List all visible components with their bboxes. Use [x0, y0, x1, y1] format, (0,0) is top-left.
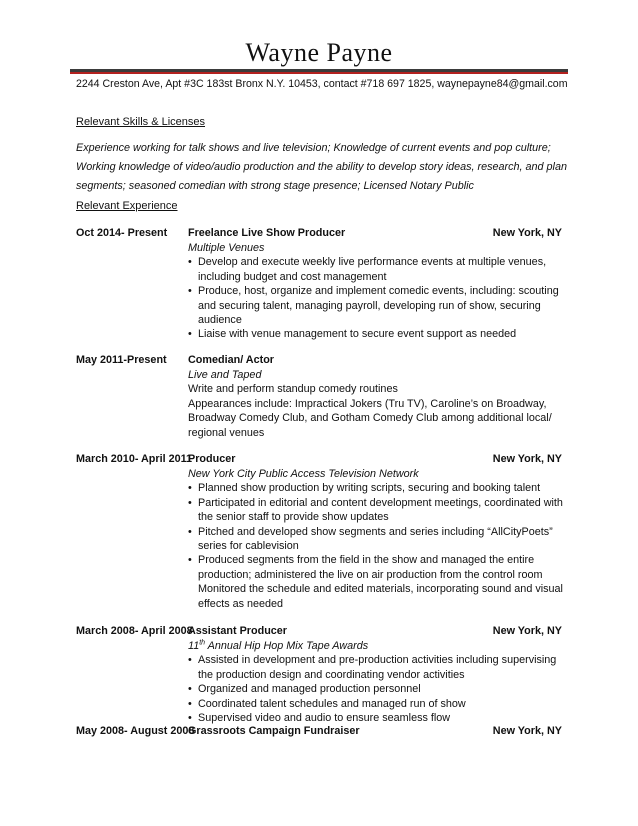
job-bullet: • Assisted in development and pre-production activities including supervising the production design and coordinating vendor activities: [188, 653, 566, 682]
skills-line: Experience working for talk shows and live television; Knowledge of current events and pop culture;: [76, 142, 551, 154]
job-location: New York, NY: [492, 725, 562, 737]
skills-line: Working knowledge of video/audio production and the ability to develop story ideas, research, and plan: [76, 161, 567, 173]
job-title: Comedian/ Actor: [188, 354, 274, 366]
job-body: [188, 368, 566, 440]
job-subtitle: [188, 639, 566, 653]
job-body: [188, 241, 566, 342]
job-bullet: • Produce, host, organize and implement comedic events, including: scouting and securing talent, managing payroll, developing run of show, securing audience: [188, 284, 566, 327]
job-bullets: [188, 653, 566, 725]
job-location: New York, NY: [492, 625, 562, 637]
job-subtitle: New York City Public Access Television Network: [188, 468, 419, 480]
contact-line: 2244 Creston Ave, Apt #3C 183st Bronx N.Y. 10453, contact #718 697 1825, waynepayne84@gmail.com: [76, 78, 568, 90]
job-bullet: • Organized and managed production personnel: [188, 682, 566, 696]
experience-heading: Relevant Experience: [76, 200, 178, 212]
job-location: New York, NY: [492, 453, 562, 465]
job-bullet: • Pitched and developed show segments and series including “AllCityPoets” series for cablevision: [188, 525, 566, 554]
subtitle-ordinal: th: [199, 639, 206, 647]
job-title: Assistant Producer: [188, 625, 288, 637]
job-date: March 2008- April 2008: [76, 625, 193, 637]
job-subtitle: Live and Taped: [188, 369, 262, 381]
job-line: Write and perform standup comedy routines: [188, 383, 398, 396]
job-title: Freelance Live Show Producer: [188, 227, 346, 239]
resume-name: Wayne Payne: [245, 38, 393, 67]
job-line: Appearances include: Impractical Jokers (Tru TV), Caroline’s on Broadway, Broadway Comedy Club, and Gotham Comedy Club among additional local/ regional venues: [188, 397, 552, 439]
skills-line: segments; seasoned comedian with strong stage presence; Licensed Notary Public: [76, 180, 474, 192]
job-title: Producer: [188, 453, 236, 465]
job-bullets: [188, 255, 566, 341]
skills-heading: Relevant Skills & Licenses: [76, 116, 206, 128]
job-date: May 2008- August 2008: [76, 725, 195, 737]
job-date: May 2011-Present: [76, 354, 167, 366]
header-rule-red: [70, 72, 568, 74]
job-date: March 2010- April 2011: [76, 453, 193, 465]
job-bullets: [188, 481, 566, 611]
job-bullet: • Develop and execute weekly live performance events at multiple venues, including budget and cost management: [188, 255, 566, 284]
job-subtitle: Multiple Venues: [188, 242, 265, 254]
skills-text: [76, 139, 566, 196]
subtitle-number: 11: [188, 640, 200, 652]
job-title: Grassroots Campaign Fundraiser: [188, 725, 360, 737]
job-bullet: • Produced segments from the field in the show and managed the entire production; administered the live on air production from the control room Monitored the schedule and edited materials, incorporating sound and visual effects as needed: [188, 553, 566, 611]
job-bullet: • Supervised video and audio to ensure seamless flow: [188, 711, 566, 725]
subtitle-text: Annual Hip Hop Mix Tape Awards: [205, 640, 369, 652]
job-body: [188, 467, 566, 611]
job-bullet: • Participated in editorial and content development meetings, coordinated with the senior staff to provide show updates: [188, 496, 566, 525]
job-body: [188, 639, 566, 725]
job-bullet: • Planned show production by writing scripts, securing and booking talent: [188, 481, 566, 495]
job-bullet: • Liaise with venue management to secure event support as needed: [188, 327, 566, 341]
job-bullet: • Coordinated talent schedules and managed run of show: [188, 697, 566, 711]
job-location: New York, NY: [492, 227, 562, 239]
job-date: Oct 2014- Present: [76, 227, 168, 239]
